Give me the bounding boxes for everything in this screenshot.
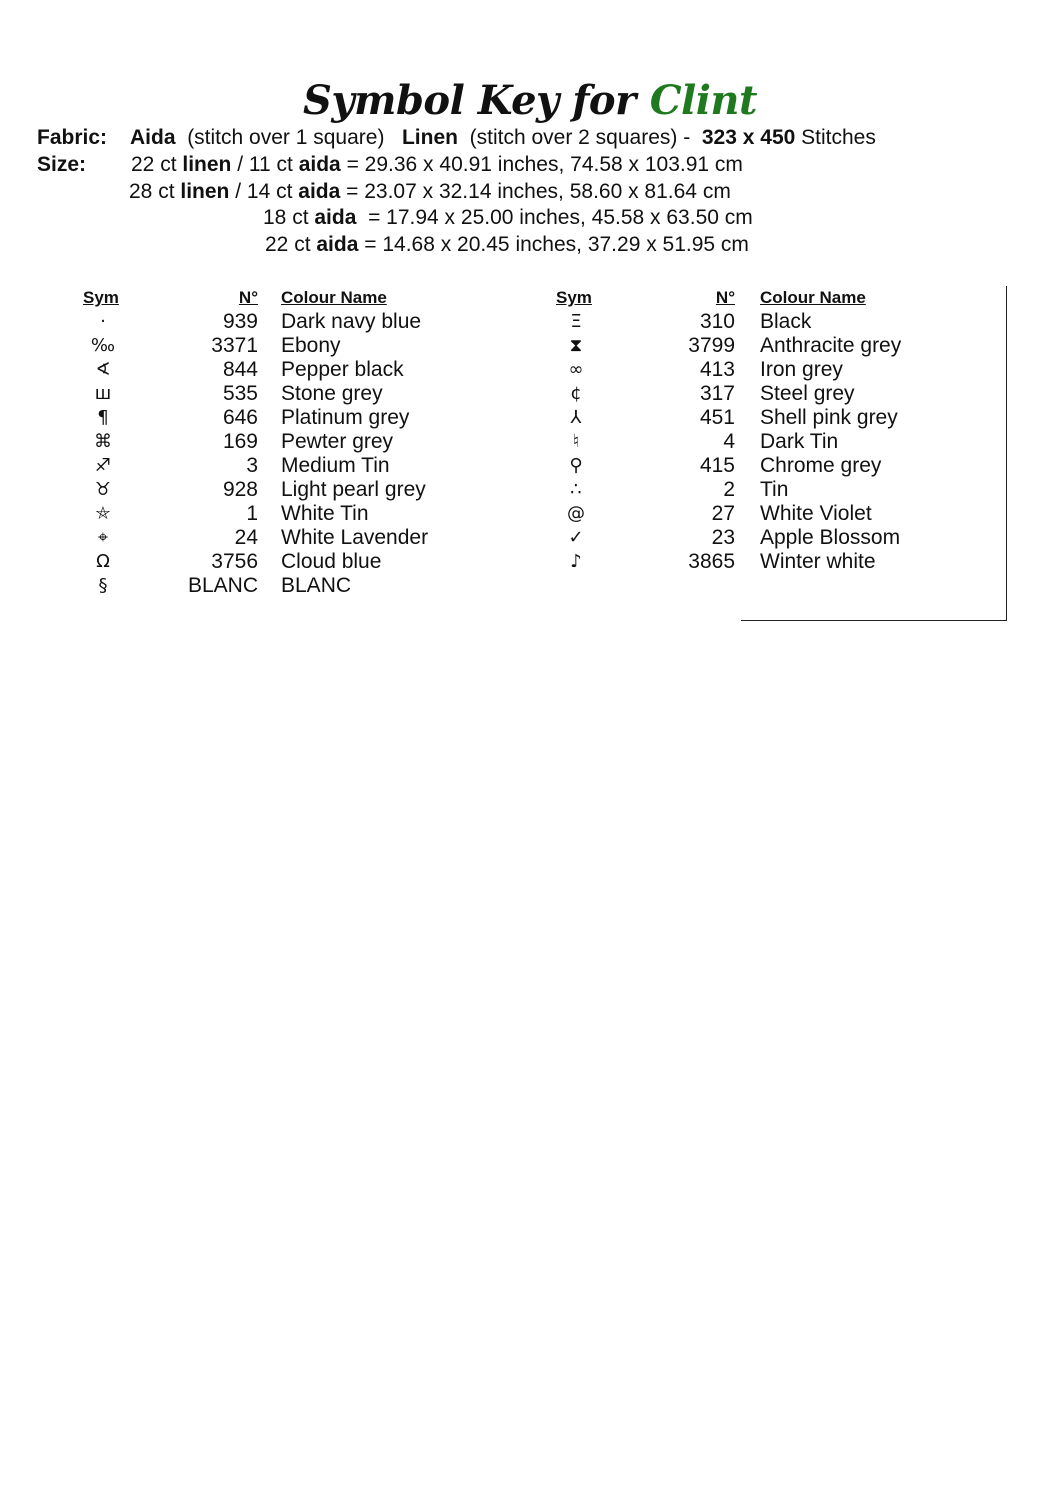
thread-number: 3371	[211, 334, 258, 357]
thread-number: 646	[222, 406, 258, 429]
table-bottom-border	[741, 620, 1007, 621]
thread-number: 3865	[688, 550, 735, 573]
colour-name: Pepper black	[281, 358, 404, 381]
colour-name: Anthracite grey	[760, 334, 902, 357]
stitches-word: Stitches	[801, 126, 876, 149]
symbol-glyph: ∢	[95, 359, 111, 380]
thread-number: 1	[246, 502, 258, 525]
colour-name: Steel grey	[760, 382, 855, 405]
colour-name: Ebony	[281, 334, 341, 357]
pattern-name: Clint	[649, 77, 757, 124]
symbol-glyph: ¢	[570, 383, 582, 404]
size-line-4: 22 ct aida = 14.68 x 20.45 inches, 37.29 x 51.95 cm	[265, 233, 749, 256]
colour-name: Winter white	[760, 550, 876, 573]
symbol-glyph: ♪	[570, 551, 582, 572]
thread-number: BLANC	[187, 574, 258, 597]
header-num-right: N°	[715, 288, 735, 307]
thread-number: 928	[222, 478, 258, 501]
thread-number: 317	[699, 382, 735, 405]
fabric-aida: Aida	[130, 126, 176, 149]
symbol-glyph: §	[98, 575, 108, 596]
symbol-glyph: ∞	[568, 359, 584, 380]
size-line-1: 22 ct linen / 11 ct aida = 29.36 x 40.91 inches, 74.58 x 103.91 cm	[131, 153, 743, 176]
symbol-glyph: ✓	[568, 527, 584, 548]
symbol-glyph: ‰	[90, 335, 116, 356]
symbol-glyph: Ξ	[570, 311, 582, 332]
thread-number: 3799	[688, 334, 735, 357]
table-right-border	[1006, 286, 1007, 621]
fabric-linen: Linen	[401, 126, 458, 149]
thread-number: 27	[711, 502, 735, 525]
thread-number: 535	[222, 382, 258, 405]
thread-number: 415	[699, 454, 735, 477]
stitch-count: 323 x 450	[701, 126, 796, 149]
colour-name: White Violet	[760, 502, 872, 525]
size-line-3: 18 ct aida = 17.94 x 25.00 inches, 45.58 x 63.50 cm	[263, 206, 753, 229]
symbol-glyph: ♐	[94, 455, 112, 476]
thread-number: 169	[222, 430, 258, 453]
size-line-2: 28 ct linen / 14 ct aida = 23.07 x 32.14 inches, 58.60 x 81.64 cm	[129, 180, 731, 203]
colour-name: Cloud blue	[281, 550, 382, 573]
fabric-label: Fabric:	[37, 126, 108, 149]
symbol-glyph: ⅄	[570, 407, 582, 428]
header-sym-right: Sym	[556, 288, 592, 307]
symbol-glyph: ♉	[94, 479, 112, 500]
header-name-right: Colour Name	[760, 288, 866, 307]
colour-name: Iron grey	[760, 358, 843, 381]
colour-name: Chrome grey	[760, 454, 882, 477]
thread-number: 3	[246, 454, 258, 477]
symbol-glyph: Ω	[96, 551, 110, 572]
symbol-glyph: ⛤	[95, 503, 111, 524]
symbol-glyph: ¶	[97, 407, 109, 428]
colour-name: Tin	[760, 478, 789, 501]
thread-number: 939	[222, 310, 258, 333]
colour-name: Apple Blossom	[760, 526, 901, 549]
symbol-glyph: ⌘	[94, 431, 112, 452]
header-num-left: N°	[238, 288, 258, 307]
size-label: Size:	[37, 153, 87, 176]
symbol-glyph: ∴	[570, 479, 582, 500]
header-sym-left: Sym	[83, 288, 119, 307]
symbol-glyph: ⌖	[97, 527, 109, 548]
thread-number: 4	[723, 430, 735, 453]
thread-number: 24	[234, 526, 258, 549]
symbol-glyph: ♮	[572, 431, 580, 452]
symbol-glyph: ш	[94, 383, 112, 404]
thread-number: 2	[723, 478, 735, 501]
thread-number: 844	[222, 358, 258, 381]
colour-name: Dark navy blue	[281, 310, 422, 333]
symbol-glyph: ⧗	[569, 335, 583, 356]
colour-name: Light pearl grey	[281, 478, 426, 501]
colour-name: Platinum grey	[281, 406, 410, 429]
fabric-linen-note: (stitch over 2 squares) -	[469, 126, 691, 149]
title-prefix: Symbol Key for	[303, 77, 636, 124]
colour-name: Pewter grey	[281, 430, 394, 453]
colour-name: BLANC	[281, 574, 352, 597]
colour-name: Medium Tin	[281, 454, 390, 477]
thread-number: 23	[711, 526, 735, 549]
colour-name: Shell pink grey	[760, 406, 898, 429]
thread-number: 413	[699, 358, 735, 381]
colour-name: Black	[760, 310, 812, 333]
fabric-aida-note: (stitch over 1 square)	[187, 126, 385, 149]
thread-number: 3756	[211, 550, 258, 573]
colour-name: Stone grey	[281, 382, 383, 405]
thread-number: 310	[699, 310, 735, 333]
fabric-line	[130, 125, 876, 151]
thread-number: 451	[699, 406, 735, 429]
colour-name: White Tin	[281, 502, 369, 525]
symbol-glyph: ⚲	[569, 455, 583, 476]
header-name-left: Colour Name	[281, 288, 387, 307]
symbol-glyph: @	[567, 503, 585, 524]
colour-name: White Lavender	[281, 526, 429, 549]
symbol-glyph: ·	[100, 311, 106, 332]
colour-name: Dark Tin	[760, 430, 839, 453]
page-title	[0, 76, 1060, 126]
